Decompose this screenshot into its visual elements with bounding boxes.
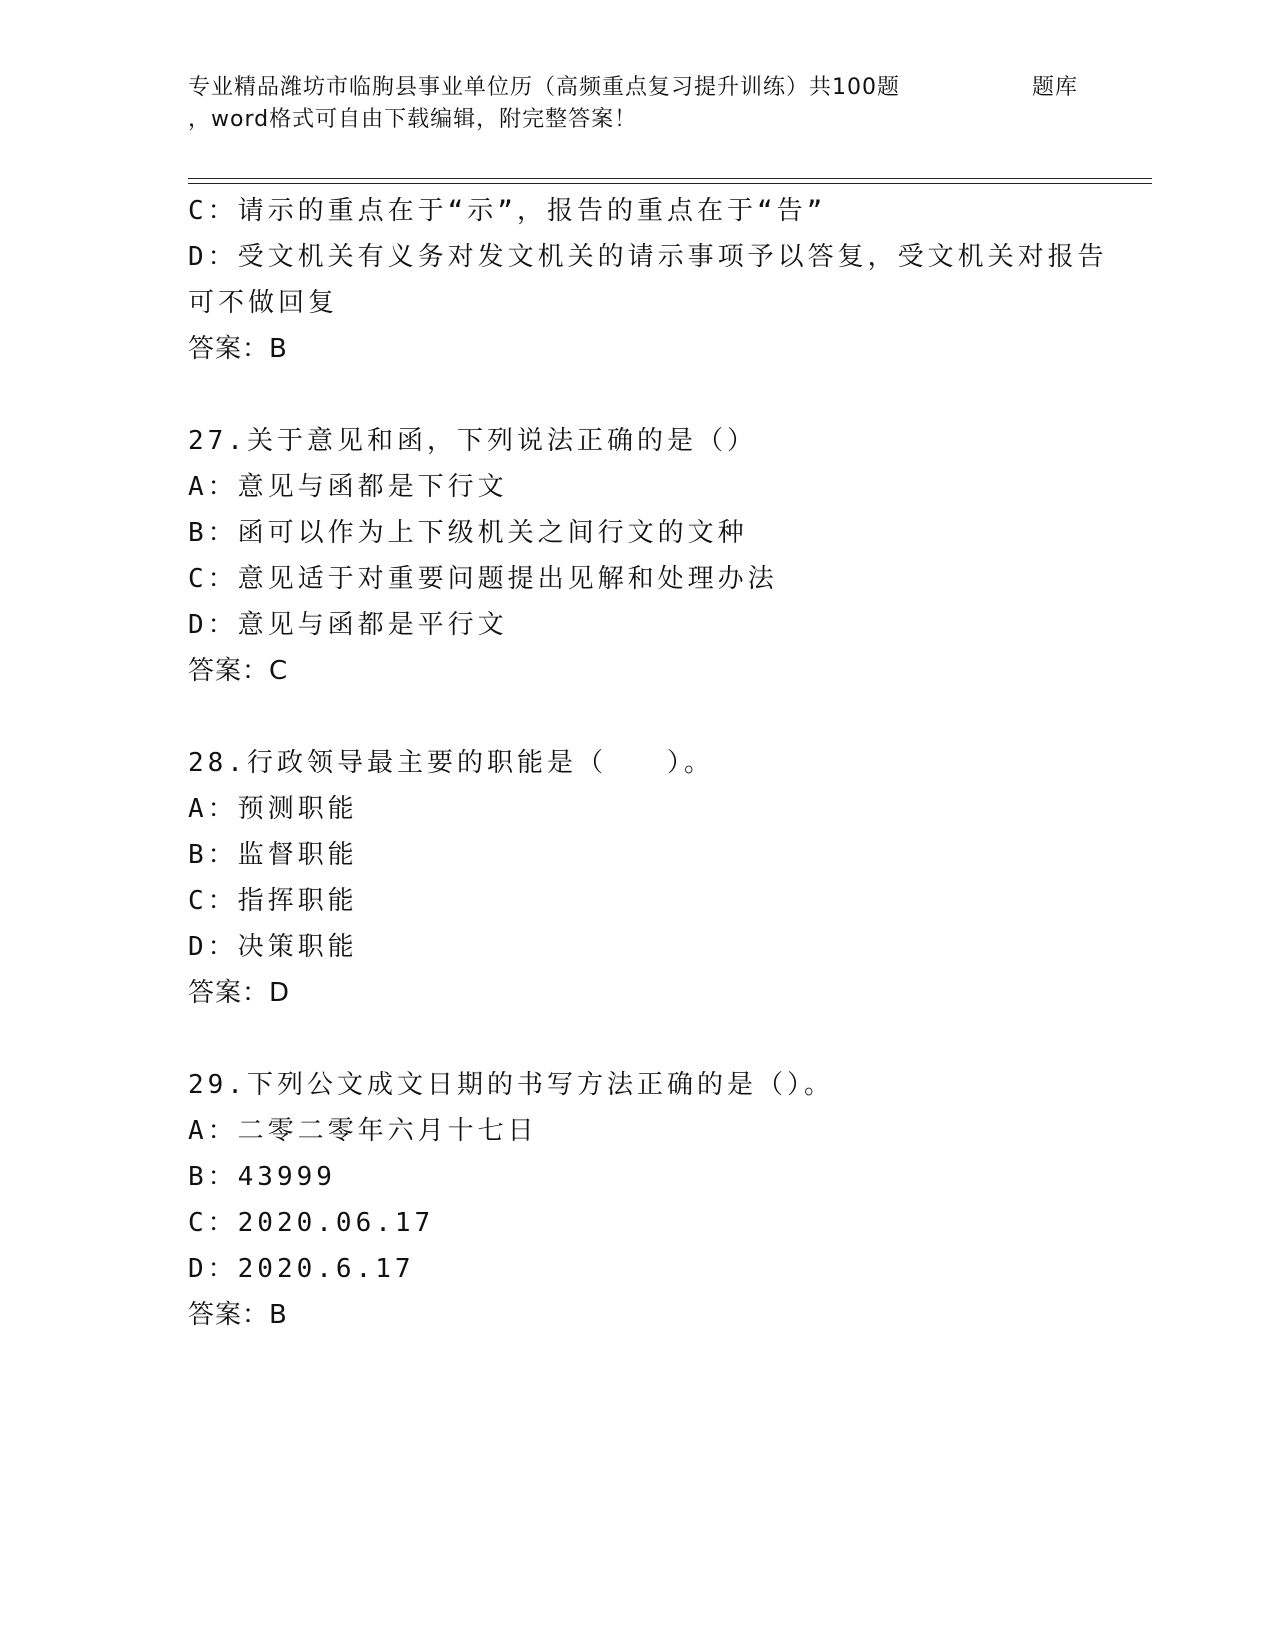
option-d: D：受文机关有义务对发文机关的请示事项予以答复，受文机关对报告	[188, 242, 1108, 272]
spacer	[188, 694, 1088, 740]
option-d-continued: 可不做回复	[188, 288, 339, 318]
option-d: D：意见与函都是平行文	[188, 610, 508, 640]
question-block-26	[188, 188, 1108, 372]
page-header	[188, 72, 1088, 136]
spacer	[188, 1016, 1088, 1062]
header-title: 专业精品潍坊市临朐县事业单位历（高频重点复习提升训练）共100题	[188, 75, 900, 100]
answer-line: 答案：B	[188, 1300, 288, 1330]
option-b: B：监督职能	[188, 840, 358, 870]
option-c: C：指挥职能	[188, 886, 358, 916]
question-stem: 27.关于意见和函，下列说法正确的是（）	[188, 426, 757, 456]
option-c: C：意见适于对重要问题提出见解和处理办法	[188, 564, 778, 594]
header-line-1	[188, 72, 1088, 104]
question-block-28	[188, 740, 1088, 1016]
header-divider-top	[188, 178, 1152, 179]
option-c: C：请示的重点在于“示”，报告的重点在于“告”	[188, 196, 827, 226]
option-d: D：决策职能	[188, 932, 358, 962]
answer-line: 答案：D	[188, 978, 291, 1008]
option-b: B：函可以作为上下级机关之间行文的文种	[188, 518, 748, 548]
answer-line: 答案：B	[188, 334, 288, 364]
option-a: A：二零二零年六月十七日	[188, 1116, 538, 1146]
spacer	[188, 372, 1088, 418]
document-body	[188, 188, 1108, 1338]
option-c: C：2020.06.17	[188, 1208, 435, 1238]
question-stem: 29.下列公文成文日期的书写方法正确的是（）。	[188, 1070, 834, 1100]
header-line-2: ，word格式可自由下载编辑，附完整答案！	[188, 107, 638, 132]
question-block-29	[188, 1062, 1088, 1338]
option-a: A：预测职能	[188, 794, 358, 824]
option-a: A：意见与函都是下行文	[188, 472, 508, 502]
option-d: D：2020.6.17	[188, 1254, 415, 1284]
question-block-27	[188, 418, 1088, 694]
answer-line: 答案：C	[188, 656, 289, 686]
header-divider-bottom	[188, 183, 1152, 184]
header-tail: 题库	[1032, 75, 1079, 100]
question-stem: 28.行政领导最主要的职能是（ ）。	[188, 748, 714, 778]
option-b: B：43999	[188, 1162, 336, 1192]
